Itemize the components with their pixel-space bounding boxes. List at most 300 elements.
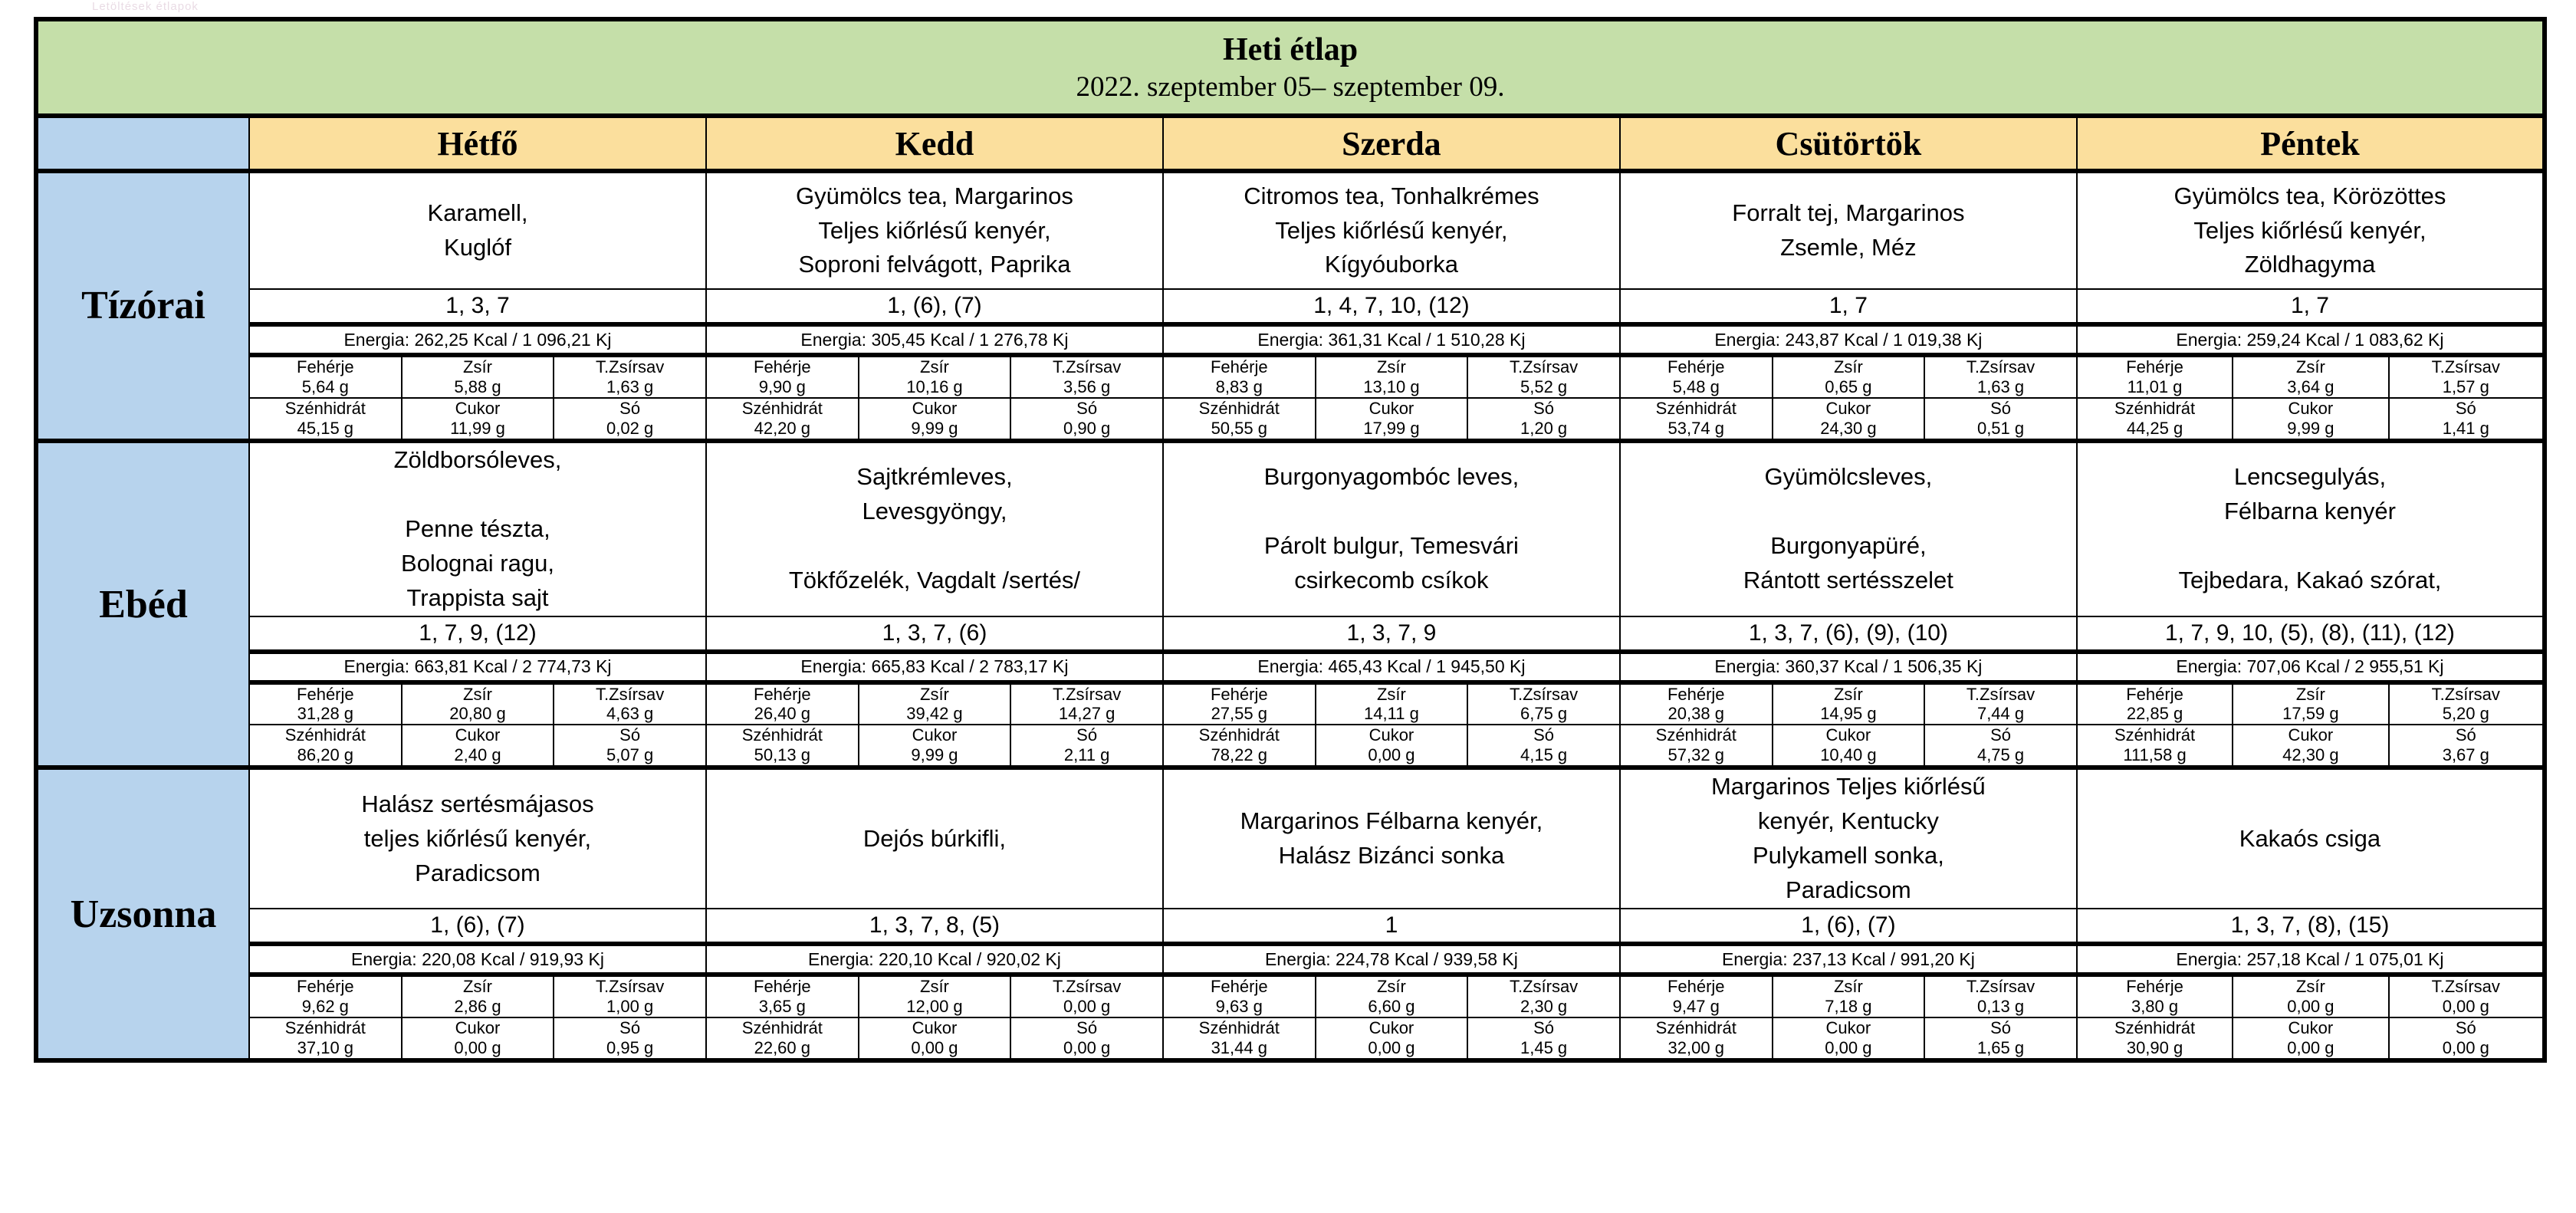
nutrient-value: 4,75 g [1976,745,2025,765]
nutrient-label: Cukor [2288,1018,2334,1038]
nutrient-label: Szénhidrát [2114,398,2196,418]
macro-row-2 [36,1017,2545,1060]
nutrient-cell [2233,398,2388,441]
nutrient-cell [1010,355,1163,398]
energy-row [36,652,2545,682]
nutrient-label: Só [1076,398,1098,418]
nutrient-cell [402,682,554,725]
nutrient-label: Só [1533,725,1555,745]
nutrient-label: Só [619,398,641,418]
nutrient-label: Fehérje [2126,977,2183,997]
day-header-4: Csütörtök [1620,116,2077,171]
nutrient-label: Fehérje [1667,357,1725,376]
nutrient-label: Fehérje [2126,684,2183,704]
macro-row-2 [36,398,2545,441]
food-cell: Margarinos Félbarna kenyér, Halász Bizánci sonka [1163,768,1620,909]
energy-cell: Energia: 361,31 Kcal / 1 510,28 Kj [1163,324,1620,355]
nutrient-cell [859,398,1011,441]
nutrient-cell [1010,682,1163,725]
energy-cell: Energia: 257,18 Kcal / 1 075,01 Kj [2077,944,2545,975]
nutrient-cell [1010,975,1163,1017]
meal-food-row [36,768,2545,909]
nutrient-cell [1773,975,1925,1017]
allergen-cell: 1, (6), (7) [706,289,1163,324]
nutrient-cell [1620,1017,1773,1060]
nutrient-cell [2389,1017,2545,1060]
day-header-1: Hétfő [249,116,706,171]
allergen-cell: 1, 7 [1620,289,2077,324]
energy-row [36,324,2545,355]
nutrient-cell [2077,975,2233,1017]
nutrient-label: Cukor [1368,1018,1414,1038]
nutrient-label: Szénhidrát [1655,725,1737,745]
nutrient-label: Só [619,725,641,745]
food-cell: Lencsegulyás, Félbarna kenyér Tejbedara, Kakaó szórat, [2077,441,2545,616]
food-cell: Gyümölcs tea, Margarinos Teljes kiőrlésű kenyér, Soproni felvágott, Paprika [706,171,1163,289]
nutrient-cell [1620,398,1773,441]
day-header-5: Péntek [2077,116,2545,171]
nutrient-label: T.Zsírsav [1509,977,1579,997]
nutrient-label: Zsír [1376,684,1406,704]
food-cell: Gyümölcs tea, Körözöttes Teljes kiőrlésű kenyér, Zöldhagyma [2077,171,2545,289]
nutrient-value: 3,65 g [758,997,806,1017]
nutrient-value: 0,00 g [2287,997,2334,1017]
nutrient-value: 5,52 g [1520,376,1568,396]
nutrient-cell [249,398,402,441]
nutrient-cell [1924,682,2077,725]
nutrient-value: 6,75 g [1520,704,1568,724]
nutrient-cell [1163,1017,1316,1060]
nutrient-value: 0,90 g [1063,418,1111,438]
energy-cell: Energia: 220,10 Kcal / 920,02 Kj [706,944,1163,975]
nutrient-cell [859,682,1011,725]
nutrient-value: 1,41 g [2442,418,2489,438]
nutrient-cell [1467,682,1620,725]
allergen-cell: 1, (6), (7) [1620,909,2077,944]
nutrient-cell [554,355,706,398]
nutrient-label: Zsír [463,977,492,997]
nutrient-cell [1467,725,1620,768]
nutrient-value: 0,00 g [2287,1038,2334,1058]
nutrient-value: 0,65 g [1825,376,1872,396]
meal-label-2: Ebéd [36,441,249,768]
nutrient-label: Zsír [1833,357,1863,376]
allergen-row [36,909,2545,944]
nutrient-cell [249,975,402,1017]
energy-cell: Energia: 465,43 Kcal / 1 945,50 Kj [1163,652,1620,682]
nutrient-label: Cukor [912,725,958,745]
nutrient-label: Fehérje [297,684,354,704]
nutrient-value: 8,83 g [1215,376,1263,396]
nutrient-label: Cukor [1368,725,1414,745]
nutrient-label: Fehérje [1667,684,1725,704]
nutrient-value: 7,18 g [1825,997,1872,1017]
nutrient-value: 42,20 g [754,418,810,438]
nutrient-value: 31,28 g [297,704,354,724]
nutrient-cell [1773,398,1925,441]
nutrient-cell [706,682,859,725]
nutrient-label: Cukor [2288,725,2334,745]
nutrient-cell [2077,725,2233,768]
energy-cell: Energia: 262,25 Kcal / 1 096,21 Kj [249,324,706,355]
nutrient-label: Szénhidrát [1198,725,1280,745]
energy-cell: Energia: 707,06 Kcal / 2 955,51 Kj [2077,652,2545,682]
nutrient-value: 14,11 g [1364,704,1419,724]
nutrient-label: Só [2455,1018,2476,1038]
nutrient-label: T.Zsírsav [1966,684,2036,704]
energy-cell: Energia: 224,78 Kcal / 939,58 Kj [1163,944,1620,975]
nutrient-value: 0,00 g [454,1038,501,1058]
nutrient-cell [554,975,706,1017]
nutrient-label: Cukor [912,1018,958,1038]
nutrient-value: 10,40 g [1820,745,1877,765]
nutrient-label: Cukor [1368,398,1414,418]
energy-cell: Energia: 665,83 Kcal / 2 783,17 Kj [706,652,1163,682]
nutrient-cell [1467,398,1620,441]
nutrient-label: Só [1990,398,2011,418]
nutrient-cell [402,1017,554,1060]
nutrient-value: 9,99 g [911,418,958,438]
nutrient-label: T.Zsírsav [596,357,665,376]
nutrient-label: Fehérje [1210,684,1268,704]
nutrient-cell [2389,682,2545,725]
nutrient-cell [1316,975,1468,1017]
nutrient-value: 50,55 g [1211,418,1267,438]
page-title: Heti étlap [1222,31,1359,67]
nutrient-label: Szénhidrát [1655,1018,1737,1038]
food-cell: Dejós búrkifli, [706,768,1163,909]
nutrient-value: 0,00 g [1063,997,1111,1017]
date-range: 2022. szeptember 05– szeptember 09. [1076,71,1505,104]
nutrient-cell [402,725,554,768]
nutrient-label: T.Zsírsav [1052,357,1122,376]
meal-label-3: Uzsonna [36,768,249,1060]
meal-food-row [36,441,2545,616]
nutrient-label: Só [1990,1018,2011,1038]
food-cell: Sajtkrémleves, Levesgyöngy, Tökfőzelék, Vagdalt /sertés/ [706,441,1163,616]
nutrient-label: Szénhidrát [284,398,366,418]
nutrient-label: Só [1533,1018,1555,1038]
nutrient-cell [1163,355,1316,398]
nutrient-value: 0,00 g [1368,1038,1415,1058]
food-cell: Burgonyagombóc leves, Párolt bulgur, Temesvári csirkecomb csíkok [1163,441,1620,616]
nutrient-value: 6,60 g [1368,997,1415,1017]
nutrient-label: Szénhidrát [284,1018,366,1038]
nutrient-value: 14,27 g [1058,704,1116,724]
nutrient-cell [1924,398,2077,441]
nutrient-cell [859,975,1011,1017]
nutrient-value: 9,63 g [1215,997,1263,1017]
nutrient-label: Só [1076,1018,1098,1038]
nutrient-label: Fehérje [754,357,811,376]
nutrient-label: Cukor [1825,725,1871,745]
nutrient-cell [1620,355,1773,398]
nutrient-label: Zsír [1833,684,1863,704]
nutrient-cell [706,975,859,1017]
nutrient-value: 5,64 g [301,376,349,396]
nutrient-cell [859,725,1011,768]
allergen-row [36,616,2545,652]
nutrient-cell [554,398,706,441]
nutrient-label: Szénhidrát [284,725,366,745]
nutrient-label: Fehérje [297,977,354,997]
nutrient-cell [706,725,859,768]
nutrient-cell [2233,975,2388,1017]
nutrient-value: 1,20 g [1520,418,1568,438]
nutrient-label: Szénhidrát [1198,1018,1280,1038]
nutrient-cell [249,355,402,398]
nutrient-value: 2,86 g [454,997,501,1017]
nutrient-value: 1,45 g [1520,1038,1568,1058]
nutrient-value: 44,25 g [2126,418,2183,438]
nutrient-value: 17,99 g [1363,418,1420,438]
nutrient-cell [859,1017,1011,1060]
nutrient-label: Só [1533,398,1555,418]
allergen-cell: 1, (6), (7) [249,909,706,944]
nutrient-value: 0,13 g [1976,997,2025,1017]
nutrient-value: 4,63 g [606,704,654,724]
nutrient-value: 20,80 g [449,704,506,724]
nutrient-value: 27,55 g [1211,704,1267,724]
top-text-fragment: Letöltések étlapok [92,0,199,13]
nutrient-label: Cukor [455,725,501,745]
nutrient-cell [1924,725,2077,768]
nutrient-value: 57,32 g [1668,745,1724,765]
nutrient-label: T.Zsírsav [1509,357,1579,376]
nutrient-label: Fehérje [1210,357,1268,376]
day-header-row [36,116,2545,171]
energy-cell: Energia: 220,08 Kcal / 919,93 Kj [249,944,706,975]
nutrient-label: Szénhidrát [2114,725,2196,745]
nutrient-cell [2389,398,2545,441]
nutrient-cell [706,398,859,441]
food-cell: Forralt tej, Margarinos Zsemle, Méz [1620,171,2077,289]
nutrient-value: 1,57 g [2442,376,2489,396]
nutrient-label: Zsír [920,357,949,376]
allergen-cell: 1, 3, 7, (6), (9), (10) [1620,616,2077,652]
nutrient-value: 30,90 g [2126,1038,2183,1058]
energy-cell: Energia: 237,13 Kcal / 991,20 Kj [1620,944,2077,975]
nutrient-value: 0,95 g [606,1038,654,1058]
nutrient-value: 1,00 g [606,997,654,1017]
day-header-2: Kedd [706,116,1163,171]
nutrient-value: 0,00 g [2442,1038,2489,1058]
nutrient-label: Cukor [455,398,501,418]
nutrient-cell [1316,1017,1468,1060]
allergen-cell: 1, 3, 7, (8), (15) [2077,909,2545,944]
nutrient-value: 5,48 g [1672,376,1720,396]
energy-cell: Energia: 305,45 Kcal / 1 276,78 Kj [706,324,1163,355]
nutrient-value: 11,01 g [2127,376,2183,396]
nutrient-value: 9,99 g [911,745,958,765]
nutrient-value: 0,00 g [1825,1038,1872,1058]
nutrient-label: Fehérje [1210,977,1268,997]
nutrient-cell [1010,1017,1163,1060]
nutrient-cell [1773,725,1925,768]
nutrient-value: 3,64 g [2287,376,2334,396]
nutrient-label: Fehérje [1667,977,1725,997]
nutrient-cell [1316,398,1468,441]
nutrient-value: 0,00 g [911,1038,958,1058]
nutrient-label: Só [619,1018,641,1038]
allergen-cell: 1, 3, 7, (6) [706,616,1163,652]
nutrient-label: Fehérje [754,977,811,997]
nutrient-value: 2,30 g [1520,997,1568,1017]
nutrient-cell [402,355,554,398]
nutrient-cell [1010,725,1163,768]
nutrient-label: Zsír [2295,977,2325,997]
nutrient-cell [1620,682,1773,725]
energy-cell: Energia: 663,81 Kcal / 2 774,73 Kj [249,652,706,682]
energy-cell: Energia: 259,24 Kcal / 1 083,62 Kj [2077,324,2545,355]
nutrient-value: 3,80 g [2131,997,2179,1017]
corner-cell [36,116,249,171]
nutrient-value: 53,74 g [1668,418,1724,438]
nutrient-value: 1,65 g [1976,1038,2025,1058]
nutrient-cell [1773,682,1925,725]
nutrient-value: 42,30 g [2282,745,2339,765]
nutrient-label: T.Zsírsav [1509,684,1579,704]
nutrient-label: Szénhidrát [741,398,823,418]
nutrient-cell [249,682,402,725]
nutrient-cell [1467,355,1620,398]
nutrient-value: 10,16 g [906,376,963,396]
weekly-menu-table [34,17,2547,1063]
nutrient-value: 11,99 g [450,418,505,438]
nutrient-label: T.Zsírsav [1966,357,2036,376]
nutrient-value: 2,11 g [1063,745,1110,765]
nutrient-value: 5,07 g [606,745,654,765]
day-header-3: Szerda [1163,116,1620,171]
nutrient-cell [706,355,859,398]
nutrient-label: T.Zsírsav [596,977,665,997]
nutrient-value: 1,63 g [606,376,654,396]
nutrient-value: 0,00 g [1368,745,1415,765]
nutrient-value: 111,58 g [2123,745,2187,765]
nutrient-label: T.Zsírsav [1966,977,2036,997]
nutrient-label: Fehérje [297,357,354,376]
nutrient-value: 3,56 g [1063,376,1111,396]
nutrient-label: Szénhidrát [2114,1018,2196,1038]
nutrient-value: 50,13 g [754,745,810,765]
menu-banner [36,19,2545,116]
nutrient-cell [1620,725,1773,768]
nutrient-label: T.Zsírsav [2431,977,2500,997]
allergen-cell: 1, 3, 7, 9 [1163,616,1620,652]
nutrient-value: 13,10 g [1363,376,1420,396]
nutrient-cell [2233,725,2388,768]
food-cell: Halász sertésmájasos teljes kiőrlésű kenyér, Paradicsom [249,768,706,909]
nutrient-cell [1467,975,1620,1017]
nutrient-cell [402,398,554,441]
nutrient-label: Szénhidrát [1655,398,1737,418]
nutrient-value: 14,95 g [1820,704,1877,724]
nutrient-value: 9,62 g [301,997,349,1017]
nutrient-value: 9,99 g [2287,418,2334,438]
nutrient-value: 45,15 g [297,418,354,438]
nutrient-cell [2389,975,2545,1017]
energy-cell: Energia: 243,87 Kcal / 1 019,38 Kj [1620,324,2077,355]
nutrient-value: 0,02 g [606,418,654,438]
nutrient-cell [1316,682,1468,725]
nutrient-label: Zsír [463,357,492,376]
nutrient-label: T.Zsírsav [1052,684,1122,704]
nutrient-label: Cukor [1825,398,1871,418]
nutrient-cell [1163,398,1316,441]
nutrient-value: 39,42 g [906,704,963,724]
nutrient-value: 78,22 g [1211,745,1267,765]
nutrient-cell [1163,725,1316,768]
nutrient-cell [1620,975,1773,1017]
nutrient-value: 7,44 g [1976,704,2025,724]
nutrient-label: Zsír [1376,977,1406,997]
allergen-cell: 1, 3, 7 [249,289,706,324]
meal-food-row [36,171,2545,289]
energy-cell: Energia: 360,37 Kcal / 1 506,35 Kj [1620,652,2077,682]
nutrient-value: 3,67 g [2442,745,2489,765]
nutrient-cell [1924,975,2077,1017]
nutrient-value: 17,59 g [2282,704,2339,724]
nutrient-label: Zsír [463,684,492,704]
allergen-cell: 1, 7, 9, 10, (5), (8), (11), (12) [2077,616,2545,652]
nutrient-label: Zsír [1833,977,1863,997]
nutrient-value: 2,40 g [454,745,501,765]
nutrient-value: 26,40 g [754,704,810,724]
nutrient-cell [402,975,554,1017]
nutrient-label: Cukor [455,1018,501,1038]
nutrient-cell [2233,1017,2388,1060]
nutrient-label: T.Zsírsav [596,684,665,704]
nutrient-cell [249,725,402,768]
nutrient-value: 24,30 g [1820,418,1877,438]
nutrient-label: Fehérje [754,684,811,704]
nutrient-cell [706,1017,859,1060]
nutrient-label: Zsír [2295,684,2325,704]
nutrient-cell [2233,355,2388,398]
nutrient-cell [2077,1017,2233,1060]
nutrient-cell [1773,355,1925,398]
allergen-row [36,289,2545,324]
nutrient-value: 32,00 g [1668,1038,1724,1058]
nutrient-label: T.Zsírsav [1052,977,1122,997]
macro-row-1 [36,355,2545,398]
nutrient-cell [1316,355,1468,398]
allergen-cell: 1 [1163,909,1620,944]
nutrient-cell [1163,682,1316,725]
allergen-cell: 1, 7 [2077,289,2545,324]
nutrient-cell [554,682,706,725]
nutrient-label: Zsír [2295,357,2325,376]
nutrient-value: 37,10 g [297,1038,354,1058]
food-cell: Zöldborsóleves, Penne tészta, Bolognai ragu, Trappista sajt [249,441,706,616]
nutrient-value: 9,47 g [1672,997,1720,1017]
nutrient-value: 5,20 g [2442,704,2489,724]
nutrient-label: Szénhidrát [741,1018,823,1038]
nutrient-cell [2077,398,2233,441]
nutrient-cell [1467,1017,1620,1060]
nutrient-value: 22,60 g [754,1038,810,1058]
nutrient-cell [2233,682,2388,725]
nutrient-label: Szénhidrát [741,725,823,745]
nutrient-value: 31,44 g [1211,1038,1267,1058]
nutrient-value: 4,15 g [1520,745,1568,765]
nutrient-cell [2389,355,2545,398]
nutrient-value: 0,00 g [2442,997,2489,1017]
nutrient-value: 1,63 g [1976,376,2025,396]
food-cell: Gyümölcsleves, Burgonyapüré, Rántott sertésszelet [1620,441,2077,616]
nutrient-label: Só [2455,725,2476,745]
meal-label-1: Tízórai [36,171,249,441]
